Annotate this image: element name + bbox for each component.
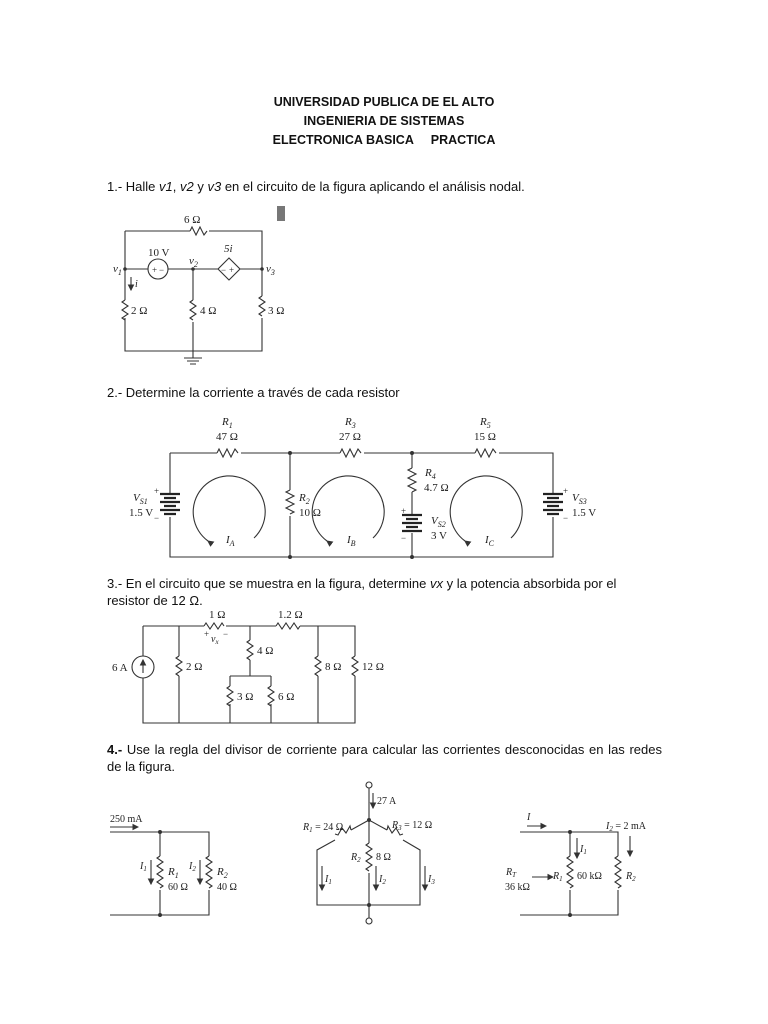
c4b-label-r3: $R_3 = 12$ Ω: [392, 820, 433, 832]
q4-number: 4.-: [107, 742, 123, 757]
circuit-4a: [110, 814, 237, 917]
c2-loop-ib-label: $I_B$: [347, 534, 356, 548]
c3-label-r4: 4 Ω: [257, 645, 274, 657]
c3-label-r12b: 12 Ω: [362, 661, 384, 673]
c4c-label-i2: $I_2 = 2$ mA: [606, 821, 646, 833]
c4c-label-r1-val: 60 kΩ: [577, 871, 602, 882]
c1-label-r1: 2 Ω: [131, 305, 148, 317]
header-course: ELECTRONICA BASICA PRACTICA: [272, 133, 496, 147]
c2-vs3-name: $V_{S3}$: [572, 492, 587, 506]
c3-label-r3: 3 Ω: [237, 691, 254, 703]
c2-resistor-r5: [475, 449, 496, 457]
c3-resistor-1-2ohm: [276, 623, 300, 629]
c3-resistor-12ohm: [352, 656, 358, 676]
c3-vx-label: $v_x$: [211, 634, 219, 646]
c4c-label-r2: $R_2$: [626, 871, 636, 883]
c2-r2-value: 10 Ω: [299, 507, 321, 519]
c1-src-plus: +: [152, 265, 158, 275]
q1-v1: v1: [159, 179, 173, 194]
c2-vs1-plus: +: [154, 486, 160, 496]
c4b-label-r2-val: 8 Ω: [376, 852, 391, 863]
q1-sep2: y: [193, 179, 208, 194]
c2-r4-value: 4.7 Ω: [424, 482, 449, 494]
c1-ground-symbol: [184, 351, 202, 364]
c3-label-r1: 1 Ω: [209, 609, 226, 621]
header-career: INGENIERIA DE SISTEMAS: [303, 114, 465, 128]
q3-text-b: y la potencia absorbida por el resistor de 12 Ω.: [107, 576, 617, 608]
circuit-2: [129, 416, 596, 559]
c4c-label-i1: $I_1$: [580, 844, 587, 856]
c1-label-r2: 4 Ω: [200, 305, 217, 317]
c1-label-r3: 3 Ω: [268, 305, 285, 317]
c1-node-v2: $v_2$: [189, 255, 198, 269]
c1-label-dep: 5i: [224, 243, 233, 255]
c2-vs2-minus: −: [401, 533, 407, 543]
c2-vs3-plus: +: [563, 486, 569, 496]
c2-resistor-r2: [286, 490, 294, 514]
c1-dep-plus: +: [229, 265, 235, 275]
c1-voltage-source: [148, 259, 168, 279]
c2-r4-name: $R_4$: [425, 467, 436, 481]
c2-loop-ic-label: $I_C$: [485, 534, 495, 548]
q1-v3: v3: [207, 179, 222, 194]
c4b-label-r2: $R_2$: [351, 852, 361, 864]
c4c-label-r1: $R_1$: [553, 871, 563, 883]
circuit-4b: [302, 782, 435, 924]
c4b-resistor-r2: [366, 843, 372, 871]
c4a-label-i2: $I_2$: [189, 861, 196, 873]
c3-label-r8: 8 Ω: [325, 661, 342, 673]
c3-vx-minus: −: [223, 629, 229, 639]
c3-resistor-8ohm: [315, 656, 321, 676]
c2-resistor-r3: [340, 449, 361, 457]
c4b-label-r1: $R_1 = 24$ Ω: [303, 822, 344, 834]
circuit-1: [113, 214, 284, 364]
c2-battery-vs1: [160, 494, 180, 514]
c2-loop-ia-label: $I_A$: [226, 534, 235, 548]
c2-vs1-name: $V_{S1}$: [133, 492, 148, 506]
c2-battery-vs2: [402, 515, 422, 531]
c3-resistor-4ohm: [247, 640, 253, 660]
c2-loop-ib: [312, 476, 384, 541]
c1-resistor-6ohm: [190, 227, 207, 235]
c2-battery-vs3: [543, 494, 563, 514]
q1-prefix: 1.- Halle: [107, 179, 160, 194]
header-university: UNIVERSIDAD PUBLICA DE EL ALTO: [273, 95, 495, 109]
c2-resistor-r1: [217, 449, 238, 457]
c2-vs2-plus: +: [401, 506, 407, 516]
c2-vs3-value: 1.5 V: [572, 507, 597, 519]
c4a-label-r1-val: 60 Ω: [168, 882, 188, 893]
c1-resistor-4ohm: [190, 300, 196, 320]
c3-label-r6: 6 Ω: [278, 691, 295, 703]
c1-node-v1: $v_1$: [113, 263, 122, 277]
c2-r5-value: 15 Ω: [474, 431, 496, 443]
c4a-label-i1: $I_1$: [140, 861, 147, 873]
question-2: 2.- Determine la corriente a través de cada resistor: [107, 385, 400, 400]
c4b-label-i2: $I_2$: [379, 874, 386, 886]
c1-current-label: i: [135, 279, 138, 290]
q1-suffix: en el circuito de la figura aplicando el análisis nodal.: [221, 179, 525, 194]
q1-v2: v2: [180, 179, 194, 194]
c4a-resistor-r1: [157, 856, 163, 888]
c2-vs1-minus: −: [154, 513, 160, 523]
c2-vs3-minus: −: [563, 513, 569, 523]
c1-resistor-2ohm: [122, 300, 128, 320]
q3-text-a: 3.- En el circuito que se muestra en la figura, determine: [107, 576, 430, 591]
c2-vs2-name: $V_{S2}$: [431, 515, 446, 529]
c2-r3-name: $R_3$: [345, 416, 356, 430]
c2-r2-name: $R_2$: [299, 492, 310, 506]
c4b-label-src: 27 A: [377, 796, 397, 807]
c4c-label-rt-val: 36 kΩ: [505, 882, 530, 893]
c3-resistor-6ohm: [268, 686, 274, 706]
c3-label-r12: 1.2 Ω: [278, 609, 303, 621]
c2-resistor-r4: [408, 468, 416, 492]
c1-node-v3: $v_3$: [266, 263, 275, 277]
c4c-label-rt: $R_T$: [506, 867, 517, 879]
c2-r1-value: 47 Ω: [216, 431, 238, 443]
circuit-3: [112, 609, 384, 723]
c3-label-r2: 2 Ω: [186, 661, 203, 673]
c3-resistor-2ohm: [176, 656, 182, 676]
c4a-label-r2-val: 40 Ω: [217, 882, 237, 893]
c4a-label-r2: $R_2$: [217, 866, 228, 880]
c2-loop-ic: [450, 476, 522, 541]
c2-vs1-value: 1.5 V: [129, 507, 154, 519]
c1-src-minus: −: [159, 265, 165, 275]
c2-r1-name: $R_1$: [222, 416, 233, 430]
c1-resistor-3ohm: [259, 296, 265, 316]
c4a-label-r1: $R_1$: [168, 866, 179, 880]
c4c-resistor-r2: [615, 856, 621, 888]
c2-vs2-value: 3 V: [431, 530, 447, 542]
c4a-resistor-r2: [206, 856, 212, 888]
c4b-label-i3: $I_3$: [428, 874, 435, 886]
c1-dep-minus: −: [221, 265, 227, 275]
c2-loop-ia: [193, 476, 265, 541]
c1-label-vsrc: 10 V: [148, 247, 170, 259]
c4c-resistor-r1: [567, 856, 573, 888]
c2-r3-value: 27 Ω: [339, 431, 361, 443]
q3-vx: vx: [430, 576, 443, 591]
q1-sep1: ,: [172, 179, 180, 194]
c4b-label-i1: $I_1$: [325, 874, 332, 886]
c3-resistor-3ohm: [227, 686, 233, 706]
q4-text: Use la regla del divisor de corriente para calcular las corrientes desconocidas en las redes de la figura.: [107, 742, 662, 774]
c1-label-r-top: 6 Ω: [184, 214, 201, 226]
c4a-label-src: 250 mA: [110, 814, 143, 825]
c3-vx-plus: +: [204, 629, 210, 639]
circuit-4c: [505, 812, 647, 917]
c3-label-isrc: 6 A: [112, 662, 128, 674]
c2-r5-name: $R_5$: [480, 416, 491, 430]
c4c-label-i: I: [527, 812, 531, 823]
